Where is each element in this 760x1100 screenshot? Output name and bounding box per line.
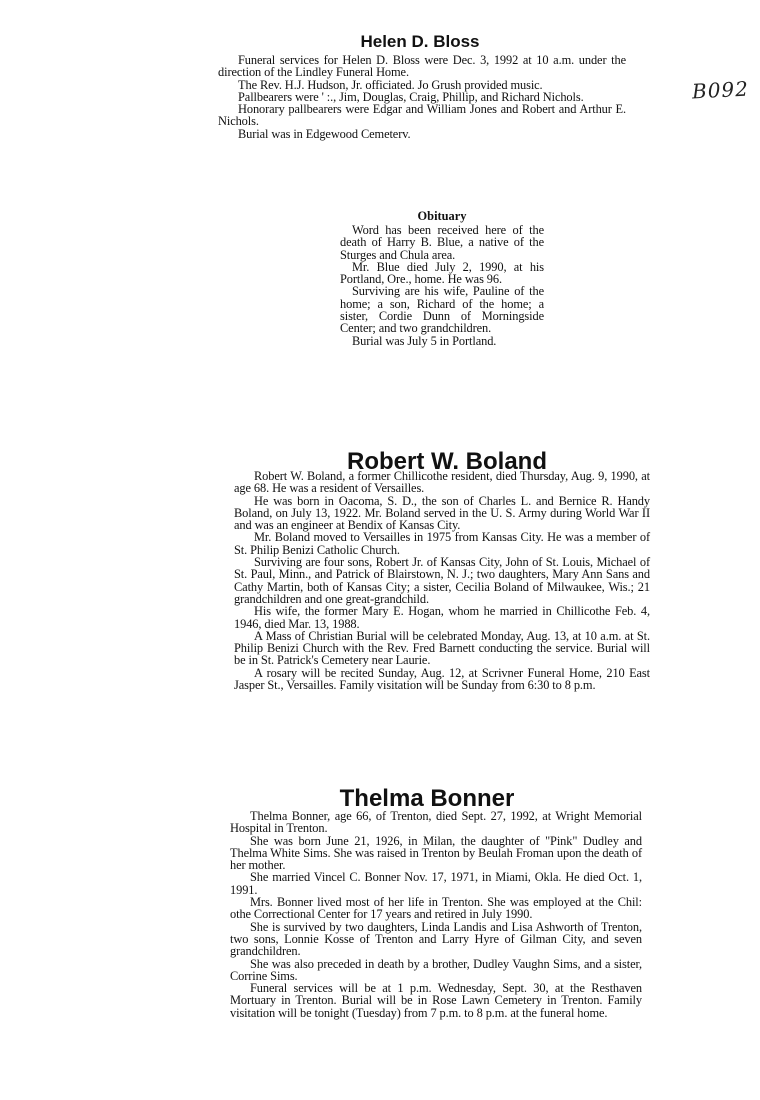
article-paragraph: A rosary will be recited Sunday, Aug. 12, at Scrivner Funeral Home, 210 East Jasper St., Versailles. Family visitation will be Sunday from 6:30 to 8 p.m.	[234, 665, 650, 693]
boland-article	[234, 470, 650, 691]
article-paragraph: Word has been received here of the death of Harry B. Blue, a native of the Sturges and Chula area.	[340, 223, 544, 262]
handwritten-margin-note: B092	[691, 76, 750, 104]
article-paragraph: A Mass of Christian Burial will be celebrated Monday, Aug. 13, at 10 a.m. at St. Philip Benizi Church with the Rev. Fred Barnett conducting the service. Burial will be in St. Patrick's Cemetery near Laurie.	[234, 628, 650, 668]
article-paragraph: She married Vincel C. Bonner Nov. 17, 1971, in Miami, Okla. He died Oct. 1, 1991.	[230, 870, 642, 897]
bonner-article	[230, 810, 642, 1019]
bloss-headline: Helen D. Bloss	[360, 32, 480, 51]
bonner-headline: Thelma Bonner	[339, 785, 515, 812]
article-paragraph: Thelma Bonner, age 66, of Trenton, died Sept. 27, 1992, at Wright Memorial Hospital in Trenton.	[230, 809, 642, 836]
article-paragraph: Mrs. Bonner lived most of her life in Trenton. She was employed at the Chil: othe Correctional Center for 17 years and retired in July 1990.	[230, 895, 642, 922]
obituary-article	[340, 224, 544, 347]
article-paragraph: She is survived by two daughters, Linda Landis and Lisa Ashworth of Trenton, two sons, Lonnie Kosse of Trenton and Larry Hyre of Gilman City, and seven grandchildren.	[230, 919, 642, 959]
article-paragraph: Burial was July 5 in Portland.	[352, 333, 497, 348]
article-paragraph: Robert W. Boland, a former Chillicothe resident, died Thursday, Aug. 9, 1990, at age 68. He was a resident of Versailles.	[234, 469, 650, 496]
article-paragraph: His wife, the former Mary E. Hogan, whom he married in Chillicothe Feb. 4, 1946, died Mar. 13, 1988.	[234, 604, 650, 631]
article-paragraph: Surviving are his wife, Pauline of the home; a son, Richard of the home; a sister, Cordie Dunn of Morningside Center; and two grandchildren.	[340, 284, 544, 336]
article-paragraph: He was born in Oacoma, S. D., the son of Charles L. and Bernice R. Handy Boland, on July 13, 1922. Mr. Boland served in the U. S. Army during World War II and was an engineer at Bendix of Kansas City.	[234, 493, 650, 533]
article-paragraph: The Rev. H.J. Hudson, Jr. officiated. Jo Grush provided music.	[238, 77, 543, 92]
bloss-article	[218, 54, 626, 140]
article-paragraph: Honorary pallbearers were Edgar and William Jones and Robert and Arthur E. Nichols.	[218, 102, 626, 129]
article-paragraph: She was also preceded in death by a brother, Dudley Vaughn Sims, and a sister, Corrine Sims.	[230, 956, 642, 983]
article-paragraph: Mr. Boland moved to Versailles in 1975 from Kansas City. He was a member of St. Philip Benizi Catholic Church.	[234, 530, 650, 557]
boland-headline: Robert W. Boland	[347, 448, 547, 475]
article-paragraph: Mr. Blue died July 2, 1990, at his Portland, Ore., home. He was 96.	[340, 259, 544, 287]
article-paragraph: She was born June 21, 1926, in Milan, the daughter of "Pink" Dudley and Thelma White Sims. She was raised in Trenton by Beulah Froman upon the death of her mother.	[230, 833, 642, 873]
article-paragraph: Pallbearers were ' :., Jim, Douglas, Craig, Phillip, and Richard Nichols.	[238, 89, 584, 104]
blue-obituary	[340, 210, 544, 347]
article-paragraph: Surviving are four sons, Robert Jr. of Kansas City, John of St. Louis, Michael of St. Paul, Minn., and Patrick of Blairstown, N. J.; two daughters, Mary Ann Sans and Cathy Martin, both of Kansas City; a sister, Cecilia Boland of Milwaukee, Wis.; 21 grandchildren and one great-grandchild.	[234, 555, 650, 606]
article-paragraph: Burial was in Edgewood Cemeterv.	[238, 126, 411, 141]
obituary-heading: Obituary	[417, 209, 467, 223]
article-paragraph: Funeral services for Helen D. Bloss were Dec. 3, 1992 at 10 a.m. under the direction of the Lindley Funeral Home.	[218, 53, 626, 80]
article-paragraph: Funeral services will be at 1 p.m. Wednesday, Sept. 30, at the Resthaven Mortuary in Trenton. Burial will be in Rose Lawn Cemetery in Trenton. Family visitation will be tonight (Tuesday) from 7 p.m. to 8 p.m. at the funeral home.	[230, 981, 642, 1020]
